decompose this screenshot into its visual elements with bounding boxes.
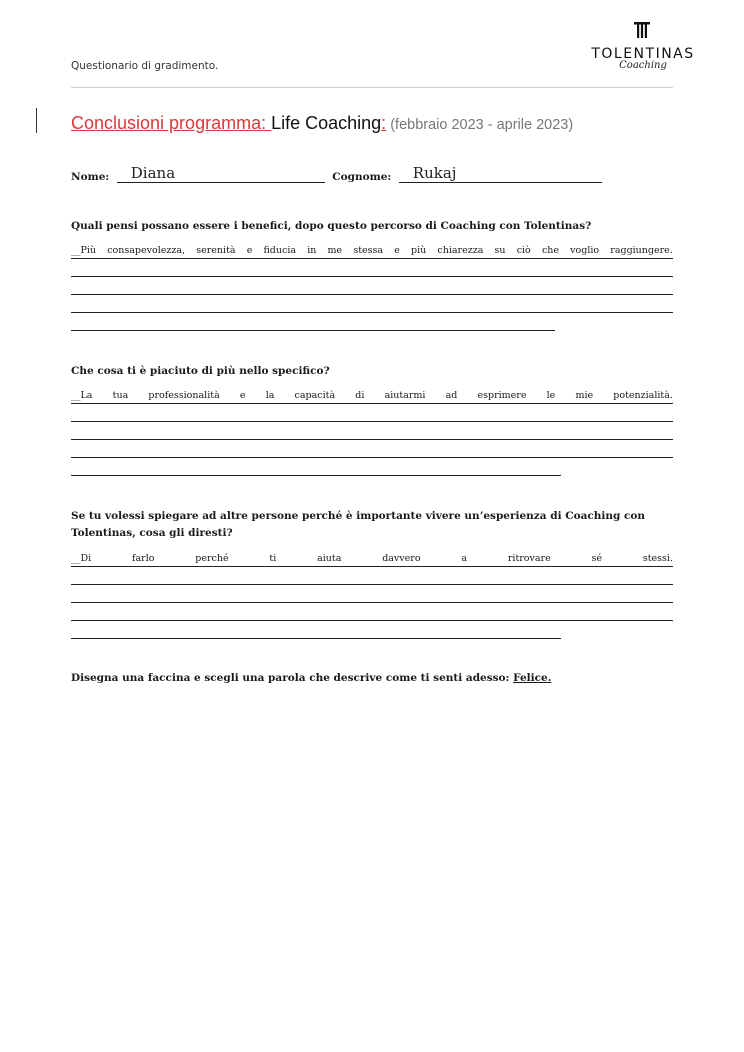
answer-word: potenzialità. (613, 390, 673, 401)
answer-word: a (461, 553, 468, 564)
cognome-field[interactable] (399, 166, 602, 183)
answer-2[interactable] (71, 389, 673, 476)
answer-line (71, 603, 673, 621)
answer-word: più (410, 245, 427, 256)
answer-word: stessi. (642, 553, 673, 564)
answer-3-text (71, 552, 673, 567)
answer-word: e (246, 245, 253, 256)
answer-line (71, 458, 561, 476)
question-2: Che cosa ti è piaciuto di più nello specifico? (71, 365, 330, 377)
tolentinas-logo (588, 18, 698, 74)
answer-word: voglio (570, 245, 600, 256)
answer-word: tua (112, 390, 129, 401)
nome-field[interactable] (117, 166, 325, 183)
answer-word: sé (591, 553, 603, 564)
nome-value: Diana (130, 164, 176, 182)
answer-word: aiuta (317, 553, 342, 564)
final-prompt: Disegna una faccina e scegli una parola che descrive come ti senti adesso: (71, 672, 514, 684)
answer-1-text (71, 244, 673, 259)
answer-3[interactable] (71, 552, 673, 639)
document-header-label: Questionario di gradimento. (71, 60, 219, 72)
question-3: Se tu volessi spiegare ad altre persone perché è importante vivere un’esperienza di Coaching con Tolentinas, cosa gli diresti? (71, 510, 646, 539)
nome-label: Nome: (71, 171, 110, 183)
header-divider (71, 87, 673, 88)
answer-word: mie (575, 390, 594, 401)
answer-word: __Più (71, 245, 97, 256)
answer-line (71, 295, 673, 313)
answer-line (71, 313, 555, 331)
answer-word: stessa (353, 245, 384, 256)
final-question (71, 672, 551, 684)
title-part-colon: : (381, 113, 387, 133)
answer-word: di (355, 390, 365, 401)
answer-word: me (327, 245, 343, 256)
answer-2-text (71, 389, 673, 404)
answer-word: davvero (382, 553, 421, 564)
answer-line (71, 259, 673, 277)
answer-word: professionalità (148, 390, 220, 401)
answer-word: ti (269, 553, 277, 564)
answer-word: __La (71, 390, 93, 401)
answer-word: aiutarmi (384, 390, 426, 401)
answer-word: farlo (131, 553, 155, 564)
answer-line (71, 585, 673, 603)
answer-1[interactable] (71, 244, 673, 331)
answer-word: __Di (71, 553, 92, 564)
text-cursor (36, 108, 37, 133)
answer-word: e (239, 390, 246, 401)
question-1: Quali pensi possano essere i benefici, dopo questo percorso di Coaching con Tolentinas? (71, 220, 592, 232)
answer-word: consapevolezza, (107, 245, 186, 256)
logo-mark-icon (632, 20, 652, 40)
document-title (71, 113, 573, 134)
answer-word: raggiungere. (610, 245, 673, 256)
answer-word: capacità (294, 390, 336, 401)
answer-line (71, 567, 673, 585)
answer-line (71, 621, 561, 639)
answer-word: le (546, 390, 556, 401)
cognome-label: Cognome: (332, 171, 392, 183)
answer-word: ciò (516, 245, 531, 256)
answer-word: perché (195, 553, 229, 564)
answer-word: esprimere (477, 390, 527, 401)
answer-word: la (265, 390, 275, 401)
title-part-dates: (febbraio 2023 - aprile 2023) (386, 117, 574, 133)
answer-word: serenità (196, 245, 236, 256)
answer-line (71, 404, 673, 422)
logo-script: Coaching (619, 60, 667, 71)
answer-word: chiarezza (437, 245, 484, 256)
answer-word: fiducia (263, 245, 297, 256)
answer-word: ad (445, 390, 458, 401)
title-part-course: Life Coaching (271, 113, 382, 133)
answer-word: su (494, 245, 506, 256)
answer-line (71, 422, 673, 440)
answer-line (71, 440, 673, 458)
answer-word: e (394, 245, 400, 256)
answer-word: ritrovare (507, 553, 551, 564)
answer-word: che (541, 245, 559, 256)
answer-line (71, 277, 673, 295)
final-answer: Felice. (513, 672, 552, 684)
cognome-value: Rukaj (412, 164, 457, 182)
answer-word: in (307, 245, 317, 256)
name-row (71, 166, 602, 183)
logo-wordmark: TOLENTINAS (591, 46, 695, 62)
title-part-program: Conclusioni programma: (71, 113, 272, 133)
